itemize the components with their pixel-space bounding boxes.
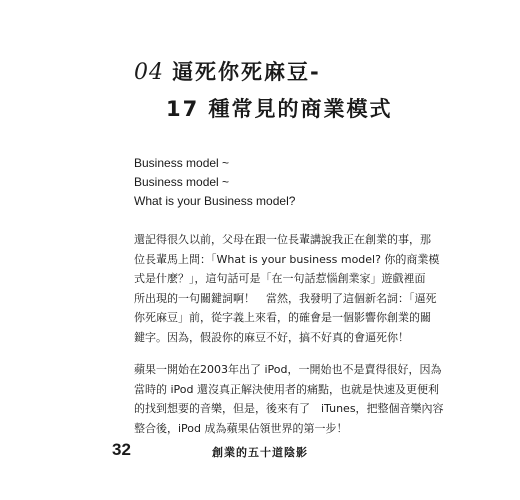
paragraph-line: 所出現的一句關鍵詞啊！ 當然，我發明了這個新名詞：「逼死: [134, 291, 437, 305]
paragraph-line: 整合後，iPod 成為蘋果佔領世界的第一步！: [134, 421, 348, 435]
epigraph-line: Business model ~: [134, 175, 230, 189]
paragraph-line: 蘋果一開始在2003年出了 iPod，一開始也不是賣得很好，因為: [134, 363, 442, 376]
running-footer-book-title: 創業的五十道陰影: [212, 446, 308, 459]
chapter-number: 04: [134, 60, 164, 85]
paragraph-line: 還記得很久以前，父母在跟一位長輩講說我正在創業的事，那: [134, 233, 431, 246]
paragraph-line: 的找到想要的音樂，但是，後來有了 iTunes，把整個音樂內容: [134, 402, 444, 415]
paragraph-line: 你死麻豆」前，從字義上來看，的確會是一個影響你創業的關: [134, 311, 431, 324]
epigraph-line: What is your Business model?: [134, 194, 296, 208]
epigraph: [134, 154, 295, 211]
chapter-title: [134, 56, 464, 125]
chapter-title-text: 逼死你死麻豆-: [172, 60, 321, 84]
epigraph-line: Business model ~: [134, 156, 230, 170]
page-number: 32: [112, 440, 131, 459]
chapter-title-line-1: [134, 56, 464, 89]
paragraph-line: 當時的 iPod 還沒真正解決使用者的痛點，也就是快速及更便利: [134, 382, 440, 396]
chapter-subtitle: 17 種常見的商業模式: [166, 97, 393, 121]
paragraph-line: 位長輩馬上問：「What is your business model? 你的商業模: [134, 252, 440, 266]
body-paragraph-1: [134, 230, 440, 347]
paragraph-line: 式是什麼？」，這句話可是「在一句話惹惱創業家」遊戲裡面: [134, 272, 426, 285]
body-paragraph-2: [134, 360, 444, 438]
paragraph-line: 鍵字。因為，假設你的麻豆不好，搞不好真的會逼死你！: [134, 330, 409, 344]
